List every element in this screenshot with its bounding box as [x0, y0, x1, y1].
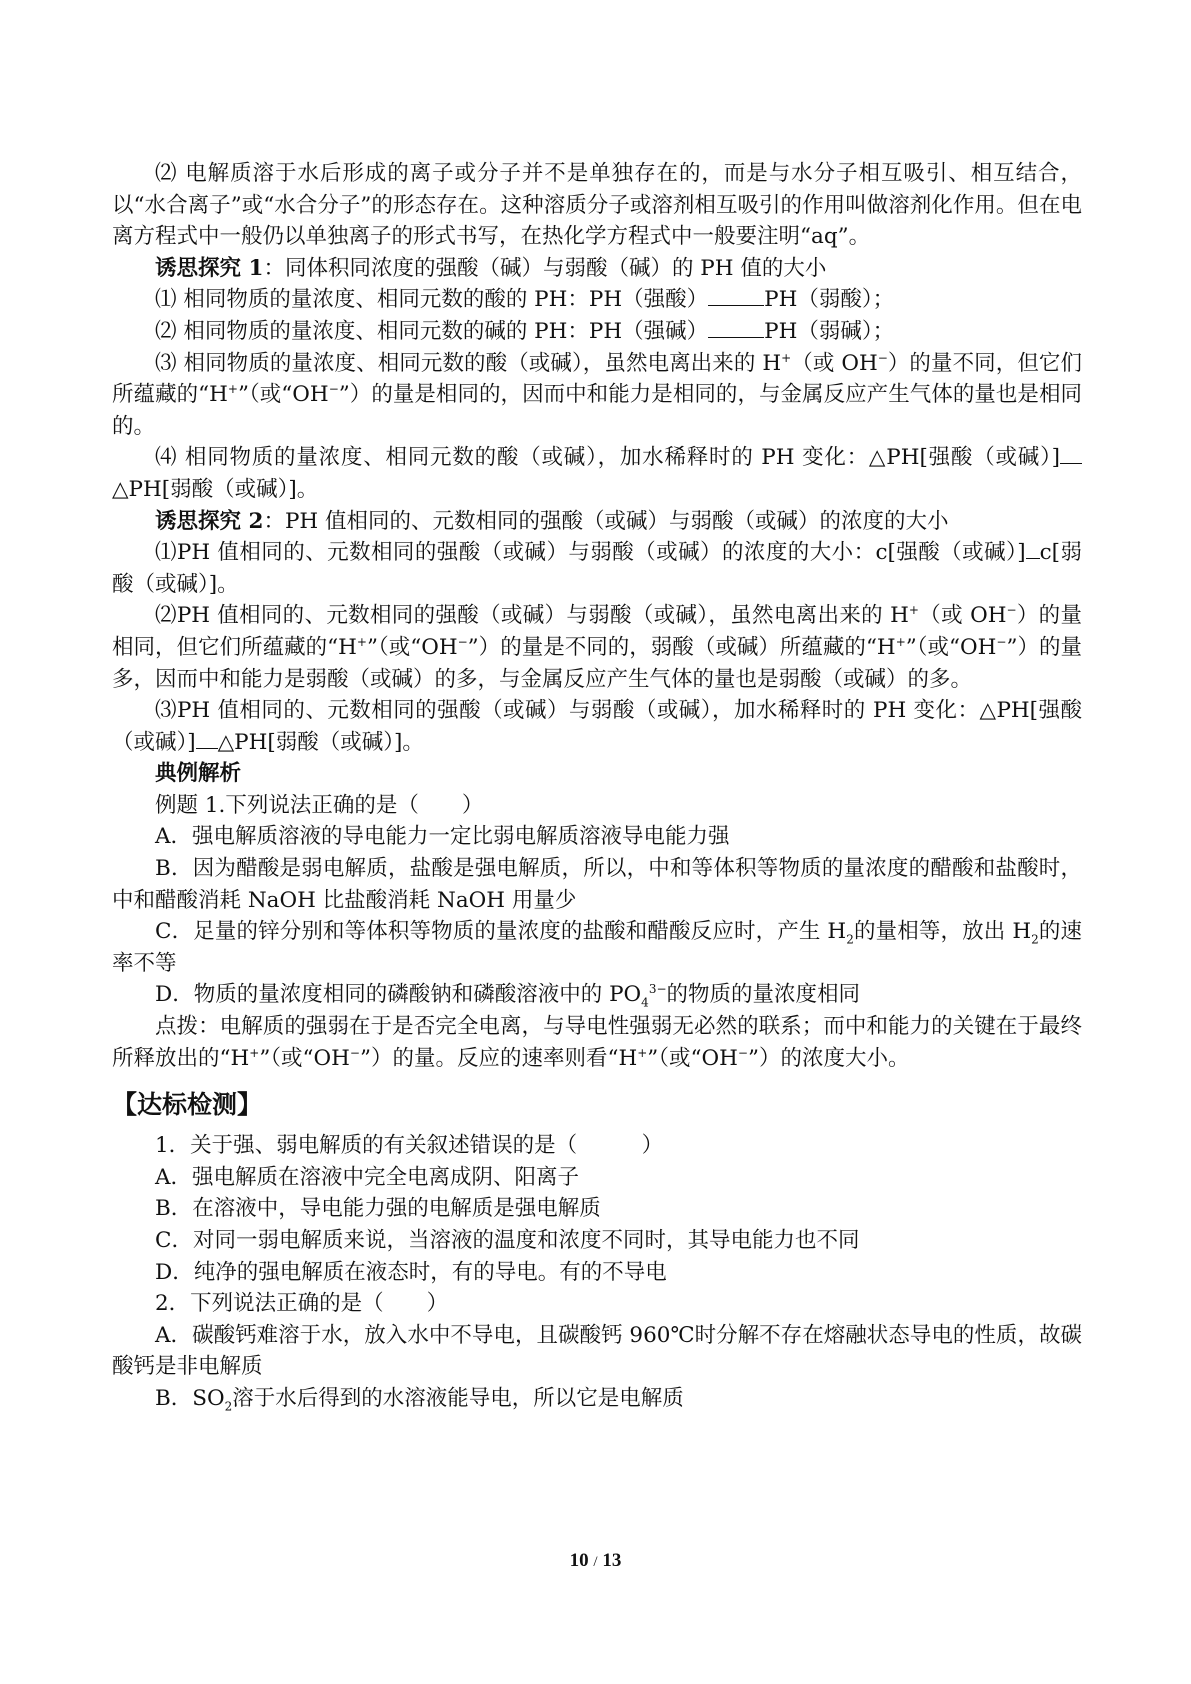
- example-option-d: D．物质的量浓度相同的磷酸钠和磷酸溶液中的 $PO_4^{3-}$的物质的量浓度相同: [155, 982, 861, 1010]
- test-question-2: 2．下列说法正确的是（ ）: [155, 1291, 449, 1317]
- page-separator: /: [593, 1554, 598, 1570]
- page-total: 13: [602, 1550, 622, 1571]
- inquiry-1-label: 诱思探究 1: [155, 255, 264, 281]
- example-hint: 点拨：电解质的强弱在于是否完全电离，与导电性强弱无必然的联系；而中和能力的关键在于最终所释放出的“H+”（或“OH−”）的量。反应的速率则看“H+”（或“OH−”）的浓度大小。: [112, 1014, 1082, 1071]
- intro-paragraph-2: ⑵ 电解质溶于水后形成的离子或分子并不是单独存在的，而是与水分子相互吸引、相互结合，以“水合离子”或“水合分子”的形态存在。这种溶质分子或溶剂相互吸引的作用叫做溶剂化作用。但在电离方程式中一般仍以单独离子的形式书写，在热化学方程式中一般要注明“aq”。: [112, 161, 1082, 250]
- example-option-a: A．强电解质溶液的导电能力一定比弱电解质溶液导电能力强: [155, 824, 730, 850]
- inquiry-1-item-1: ⑴ 相同物质的量浓度、相同元数的酸的 PH：PH（强酸） PH（弱酸）；: [155, 287, 895, 313]
- page-current: 10: [569, 1550, 589, 1571]
- fill-blank: [1060, 463, 1082, 464]
- example-heading: 典例解析: [155, 761, 242, 787]
- inquiry-1-title: 诱思探究 1：同体积同浓度的强酸（碱）与弱酸（碱）的 PH 值的大小: [155, 255, 827, 281]
- inquiry-2-title: 诱思探究 2：PH 值相同的、元数相同的强酸（或碱）与弱酸（或碱）的浓度的大小: [155, 508, 949, 534]
- test-question-1-option-b: B．在溶液中，导电能力强的电解质是强电解质: [155, 1196, 601, 1222]
- inquiry-2-item-3: ⑶PH 值相同的、元数相同的强酸（或碱）与弱酸（或碱），加水稀释时的 PH 变化：△PH[强酸（或碱）] △PH[弱酸（或碱）]。: [112, 698, 1082, 755]
- section-heading: 【达标检测】: [112, 1090, 263, 1120]
- page-number: [0, 1550, 1191, 1572]
- test-question-2-option-a: A．碳酸钙难溶于水，放入水中不导电，且碳酸钙 960℃时分解不存在熔融状态导电的性质，故碳酸钙是非电解质: [112, 1322, 1082, 1380]
- inquiry-2-item-1: ⑴PH 值相同的、元数相同的强酸（或碱）与弱酸（或碱）的浓度的大小：c[强酸（或碱）] c[弱酸（或碱）]。: [112, 540, 1082, 597]
- test-questions: [112, 1130, 1082, 1414]
- test-question-2-option-b: B．$SO_2$溶于水后得到的水溶液能导电，所以它是电解质: [155, 1385, 684, 1414]
- example-option-c: C．足量的锌分别和等体积等物质的量浓度的盐酸和醋酸反应时，产生 $H_2$的量相等，放出 $H_2$的速率不等: [112, 919, 1082, 976]
- fill-blank: [708, 337, 764, 338]
- fill-blank: [196, 748, 218, 749]
- test-question-1: 1．关于强、弱电解质的有关叙述错误的是（ ）: [155, 1133, 664, 1159]
- fill-blank: [708, 305, 764, 306]
- fill-blank: [1026, 558, 1040, 559]
- page-content: [112, 158, 1082, 1415]
- inquiry-1-item-4: ⑷ 相同物质的量浓度、相同元数的酸（或碱），加水稀释时的 PH 变化：△PH[强酸（或碱）]△PH[弱酸（或碱）]。: [112, 442, 1082, 505]
- example-question: 例题 1.下列说法正确的是（ ）: [155, 792, 484, 818]
- inquiry-1-item-3: ⑶ 相同物质的量浓度、相同元数的酸（或碱），虽然电离出来的 H+（或 OH−）的量不同，但它们所蕴藏的“H+”（或“OH−”）的量是相同的，因而中和能力是相同的，与金属反应产生气体的量也是相同的。: [112, 350, 1083, 439]
- inquiry-2-item-2: ⑵PH 值相同的、元数相同的强酸（或碱）与弱酸（或碱），虽然电离出来的 H+（或 OH−）的量相同，但它们所蕴藏的“H+”（或“OH−”）的量是不同的，弱酸（或碱）所蕴藏的“H+”（或“OH−”）的量多，因而中和能力是弱酸（或碱）的多，与金属反应产生气体的量也是弱酸（或碱）的多。: [112, 603, 1083, 692]
- test-question-1-option-c: C．对同一弱电解质来说，当溶液的温度和浓度不同时，其导电能力也不同: [155, 1228, 860, 1253]
- example-option-b: B．因为醋酸是弱电解质，盐酸是强电解质，所以，中和等体积等物质的量浓度的醋酸和盐酸时，中和醋酸消耗 NaOH 比盐酸消耗 NaOH 用量少: [112, 856, 1082, 913]
- test-question-1-option-a: A．强电解质在溶液中完全电离成阴、阳离子: [155, 1164, 580, 1190]
- inquiry-2-label: 诱思探究 2: [155, 508, 264, 534]
- inquiry-1-item-2: ⑵ 相同物质的量浓度、相同元数的碱的 PH：PH（强碱） PH（弱碱）；: [155, 318, 895, 344]
- test-question-1-option-d: D．纯净的强电解质在液态时，有的导电。有的不导电: [155, 1259, 667, 1285]
